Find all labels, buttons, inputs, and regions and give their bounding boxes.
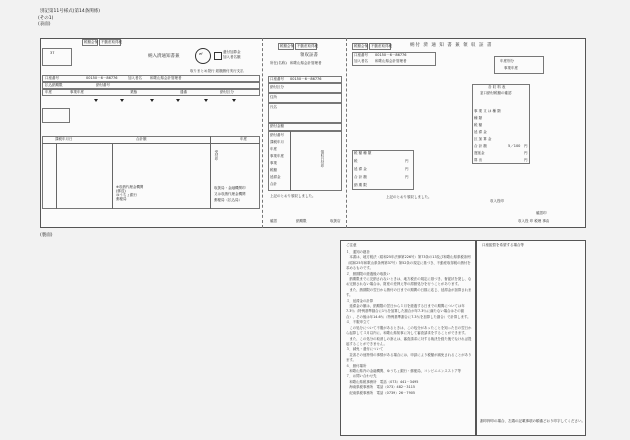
confirm-label: 確認 xyxy=(270,219,277,223)
arrow-marker xyxy=(150,99,154,102)
right-row: 税 額 xyxy=(474,123,483,127)
tax-row: 合 計 額 xyxy=(354,175,367,179)
tax-tag-2-text: 不動産取得税 xyxy=(371,43,392,48)
grid-line xyxy=(42,143,260,144)
receipt-footer: 上記のとおり領収しました。 xyxy=(270,194,316,198)
notes-title: ご注意 xyxy=(346,243,357,247)
field-7: 納付区分 xyxy=(220,89,234,94)
note-line-1: ※収納代理金機関 xyxy=(116,185,144,189)
note-paragraph: 海南県税事務所 電話（073）482－3115 xyxy=(346,385,416,390)
account-number: 00150－6－86776 xyxy=(86,75,118,80)
notes-body xyxy=(346,250,472,396)
note-paragraph: 本書は、地方税法（昭和25年法律第226号）第73条の13及び和歌山県県税条例（昭和25年和歌山県条例第37号）第52条の規定に基づき、不動産取得税の納付を求めるものです。 xyxy=(346,255,471,271)
note-paragraph: １．通知の趣旨 xyxy=(346,250,370,254)
note-paragraph: 紀南県税事務所 電話（0739）26－7905 xyxy=(346,390,416,395)
notice-title: 納入済通知書兼 xyxy=(148,54,180,59)
notice-footer: 上記のとおり領収しました。 xyxy=(386,195,432,199)
field-4: 事業年度 xyxy=(70,89,84,94)
right-subtitle: 窓口納付税額の確認 xyxy=(480,91,512,95)
tax-row: 納 期 限 xyxy=(354,183,367,187)
right-row: 延 滞 金 xyxy=(474,130,487,134)
note-paragraph: また、この処分の取消しの訴えは、審査請求に対する裁決を経た後でなければ提起することができません。 xyxy=(346,336,472,346)
grid-line xyxy=(112,143,113,209)
right-stamp-2: 加入者名額 xyxy=(223,55,241,59)
note-paragraph: ３．延滞金の計算 xyxy=(346,298,374,303)
note-line-2: (郵送) xyxy=(116,189,126,193)
back-face-label: (裏面) xyxy=(40,233,53,238)
row xyxy=(268,103,342,123)
account-number-label: 口座番号 xyxy=(45,75,59,80)
detail-label: 延滞金 xyxy=(270,175,281,179)
code-box xyxy=(42,48,72,66)
bottom-label-1: 取扱局・金融機関印 xyxy=(214,186,246,190)
grid-line xyxy=(56,143,57,209)
arrow-marker xyxy=(176,99,180,102)
tax-tag-text: 税額会保 xyxy=(84,39,98,44)
top-right-1: 年度別分 xyxy=(500,59,514,63)
amount-label: 合計額 xyxy=(136,137,147,141)
fields-row-1 xyxy=(42,82,260,89)
tax-row: 税 xyxy=(354,159,358,163)
code-label: 37 xyxy=(50,51,55,55)
due-label: 納期限 xyxy=(296,219,307,223)
code-box-2 xyxy=(42,108,70,123)
unit-yen: 円 xyxy=(524,144,528,148)
right-row: 事 業 又 は 種 類 xyxy=(474,109,501,113)
note-paragraph: ４．不服申立て xyxy=(346,320,370,325)
right-row: 種 類 xyxy=(474,116,483,120)
year-label: 年度 xyxy=(240,137,247,141)
detail-label: 課税年月 xyxy=(270,140,284,144)
notice-receipt-title: 納付 済 通 知 書 兼 領 収 証 書 xyxy=(410,43,493,48)
note-paragraph: 和歌山県税事務所 電話（073）441－3495 xyxy=(346,379,419,384)
arrow-marker xyxy=(232,99,236,102)
note-paragraph: 納期限までに完納されないときは、地方税法の規定に基づき、督促状を発し、なお完納されない場合は、財産の差押え等の滞納処分を行うことがあります。 xyxy=(346,277,472,287)
detail-label: 年度 xyxy=(270,147,277,151)
row-label: 納付区分 xyxy=(270,85,284,89)
rate-label: 5／100 xyxy=(508,144,521,148)
unit-yen: 円 xyxy=(405,175,409,179)
right-notes-title: 口座振替を希望する場合等 xyxy=(482,243,524,247)
field-5: 業態 xyxy=(130,89,137,94)
tax-row: 延 滞 金 xyxy=(354,167,367,171)
detail-label: 事業 xyxy=(270,161,277,165)
payer-label: 所在(名称) xyxy=(270,61,287,65)
grid-line xyxy=(290,131,291,191)
joiner-value: 和歌山県会計管理者 xyxy=(150,75,182,80)
part-label: (その1) xyxy=(38,16,54,21)
note-paragraph: ７．お問い合わせ先 xyxy=(346,374,377,379)
note-line-4: 郵便局 xyxy=(116,197,127,201)
unit-yen: 円 xyxy=(405,159,409,163)
row-label: 住所 xyxy=(270,95,277,99)
note-paragraph: また、納期限の翌日から納付の日までの期間の日数に応じ、延滞金が加算されます。 xyxy=(346,287,472,298)
code-label: 口座番号 xyxy=(354,53,368,57)
bottom-label: 収入役印 xyxy=(490,199,504,203)
stamp-label: ef xyxy=(199,52,203,56)
receipt-title: 領収証書 xyxy=(300,53,318,58)
field-3: 年度 xyxy=(45,89,52,94)
period-label: 課税年月日 xyxy=(55,137,73,141)
right-notes-text: 割印押印の場合、左端の記載事項の順番どおり印字してください。 xyxy=(480,419,585,423)
perforation-1 xyxy=(262,38,263,228)
row-label: 氏名 xyxy=(270,105,277,109)
unit-yen: 円 xyxy=(524,158,528,162)
note-paragraph: ６．納付場所 xyxy=(346,363,367,368)
tax-tag-2-text: 不動産取得税 xyxy=(101,39,122,44)
sum-label: 合計 xyxy=(270,182,277,186)
right-title: 各 収 料 表 xyxy=(488,85,506,89)
unit-yen: 円 xyxy=(524,151,528,155)
bank-stamp: 取扱店 xyxy=(330,219,341,223)
stamp-circle xyxy=(195,48,211,64)
note-paragraph: この処分について不服があるときは、この処分があったことを知った日の翌日から起算して３月以内に、和歌山県知事に対して審査請求をすることができます。 xyxy=(346,325,472,336)
code-label: 口座番号 xyxy=(270,76,284,81)
note-paragraph: 和歌山県内の金融機関、ゆうちょ銀行・郵便局、コンビニエンスストア等 xyxy=(346,368,462,373)
note-line-3: ゆうちょ銀行 xyxy=(116,193,137,197)
caution: 収入役 印 税理 事由 xyxy=(518,219,550,223)
tax-tag-text: 税額会保 xyxy=(280,43,294,48)
detail-label: 税額 xyxy=(270,168,277,172)
right-row: 合 計 額 xyxy=(474,144,487,148)
note-paragraph: ５．減免・還付について xyxy=(346,347,384,352)
unit-yen: 円 xyxy=(405,167,409,171)
mail-note: 取りまとめ発行 総額納付実行支払 xyxy=(190,69,244,73)
perforation-2 xyxy=(346,38,347,228)
tax-tag-2-text: 不動産取得税 xyxy=(297,43,318,48)
code-value: 00150－6－86776 xyxy=(375,53,407,57)
right-notes-box xyxy=(476,240,586,436)
bottom-label-2: 又は収納代理金機関 xyxy=(214,192,246,196)
arrow-marker xyxy=(94,99,98,102)
right-stamp: 還付加算金 xyxy=(223,50,241,54)
note-paragraph: 延滞金の額は、納期限の翌日から１月を経過する日までの期間については年7.3％（特例基準割合に1％を加算した割合が年7.3％に満たない場合はその割合）、その後は年14.6％（特例基準割合に7.3％を加算した割合）で計算します。 xyxy=(346,304,471,319)
bottom-label: 確認印 xyxy=(536,211,547,215)
joiner-label: 加入者名 xyxy=(128,75,142,80)
right-row: 遅延金 xyxy=(474,151,485,155)
code-value: 00150－6－86776 xyxy=(290,76,322,81)
right-row: 区 加 算 金 xyxy=(474,137,492,141)
field-6: 通番 xyxy=(180,89,187,94)
detail-label: 事業年度 xyxy=(270,154,284,158)
tax-tag-text: 税額会保 xyxy=(354,43,368,48)
tax-row: 税 額 種 類 xyxy=(354,151,372,155)
stamp-square xyxy=(214,52,222,60)
arrow-marker xyxy=(204,99,208,102)
form-title: 別記第11号様式(第14条関係) xyxy=(40,9,100,14)
row-label: 納付金額 xyxy=(270,124,284,128)
arrow-marker xyxy=(120,99,124,102)
face-label: (表面) xyxy=(38,22,51,27)
note-paragraph: 災害その他特別の事情がある場合には、申請により税額が減免されることがあります。 xyxy=(346,352,472,363)
detail-label: 納付番号 xyxy=(270,133,284,137)
joiner-value: 和歌山県会計管理者 xyxy=(375,59,407,63)
receipt-stamp-label: 受付印 xyxy=(214,150,219,161)
bottom-label-3: 郵便局（払込局） xyxy=(214,198,242,202)
grid-line xyxy=(210,136,211,209)
stamp-label: 領収日付印 xyxy=(320,150,325,168)
payer-value: 和歌山県会計管理者 xyxy=(290,61,322,65)
field-1: 払込納期限 xyxy=(45,82,63,87)
note-paragraph: ２．納期限の経過後の取扱い xyxy=(346,271,391,276)
row xyxy=(268,93,342,103)
joiner-label: 加入者名 xyxy=(354,59,368,63)
right-row: 算 出 xyxy=(474,158,483,162)
top-right-2: 事業年度 xyxy=(504,66,518,70)
field-2: 納付番号 xyxy=(96,82,110,87)
